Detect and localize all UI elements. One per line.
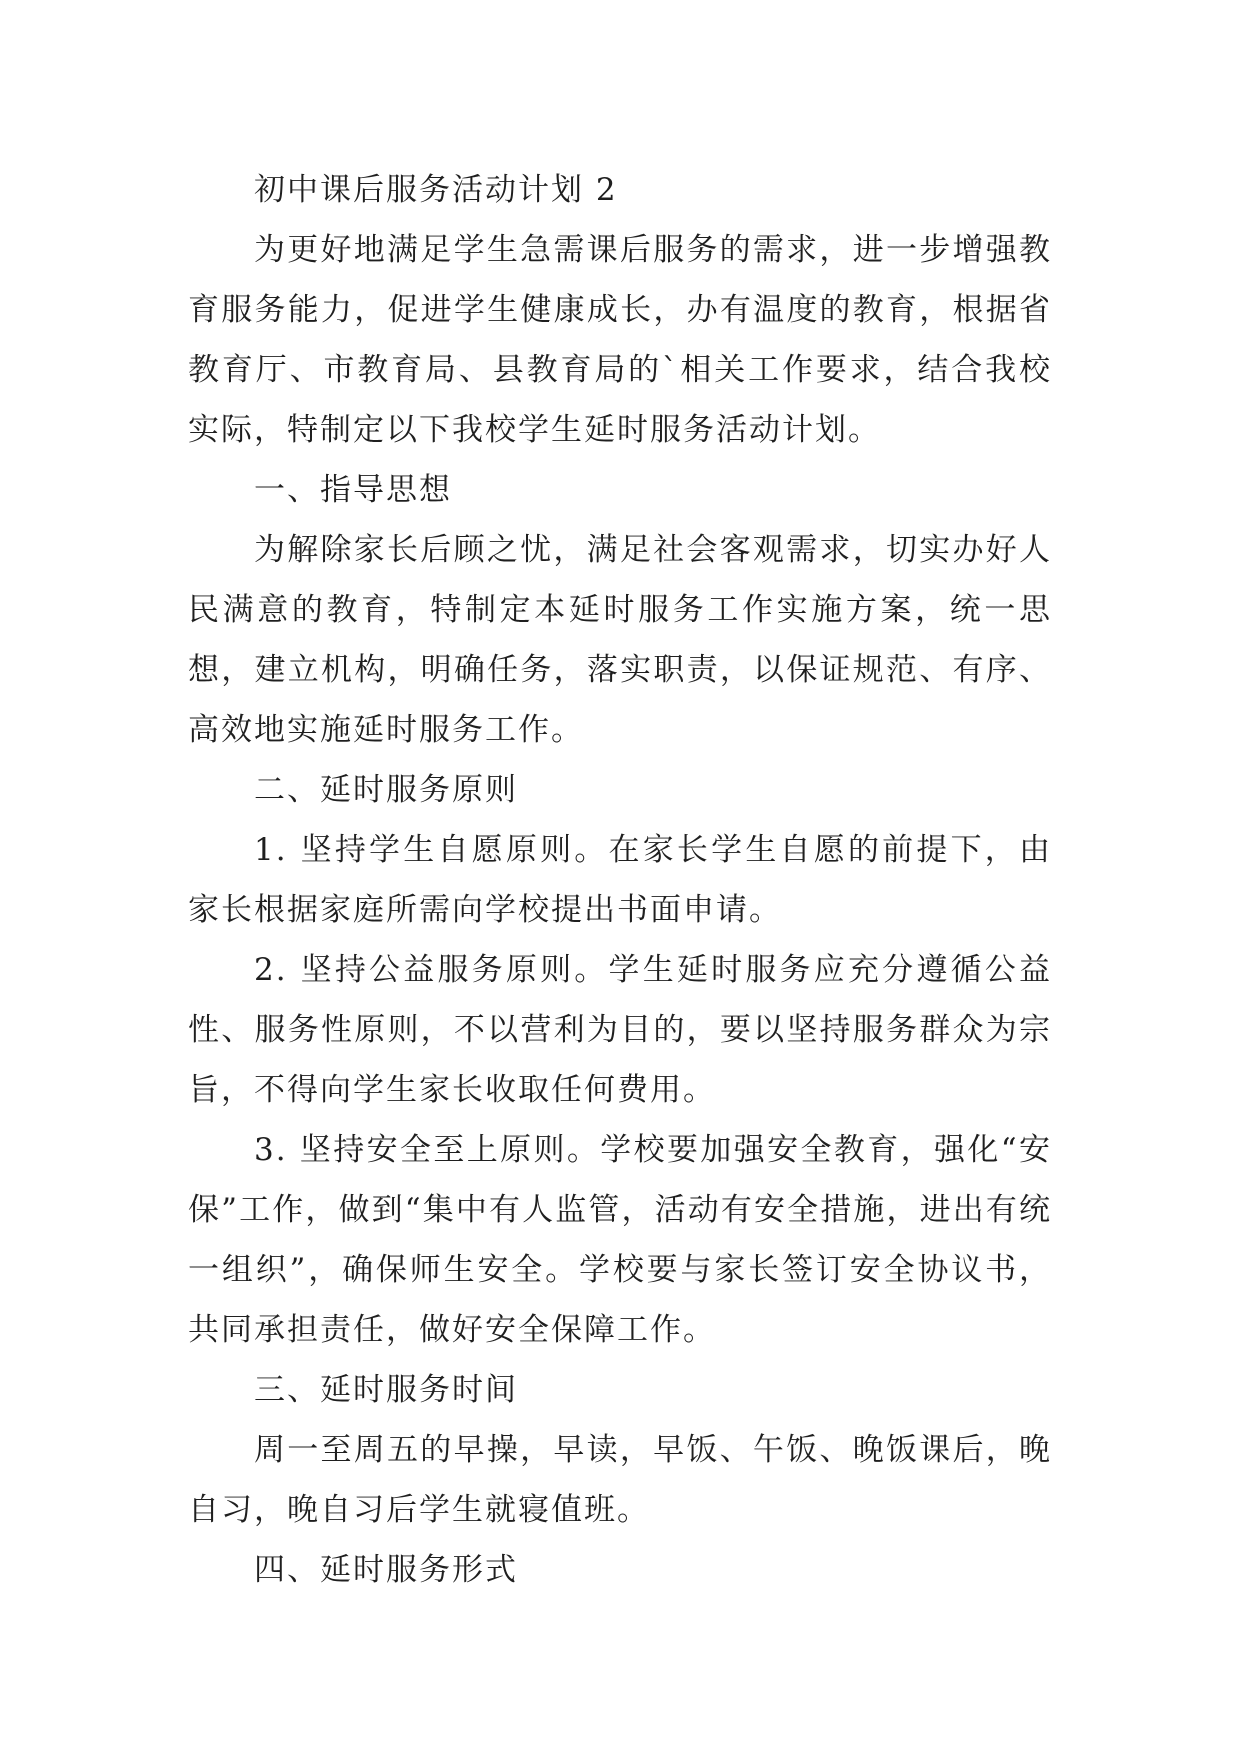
principle-3-paragraph: 3. 坚持安全至上原则。学校要加强安全教育，强化“安保”工作，做到“集中有人监管，活动有安全措施，进出有统一组织”，确保师生安全。学校要与家长签订安全协议书，共同承担责任，做好安全保障工作。: [188, 1132, 1052, 1348]
document-title: 初中课后服务活动计划 2: [254, 172, 618, 208]
section-heading-service-time: 三、延时服务时间: [254, 1372, 518, 1408]
principle-1-paragraph: 1. 坚持学生自愿原则。在家长学生自愿的前提下，由家长根据家庭所需向学校提出书面申请。: [188, 832, 1052, 928]
section-heading-principles: 二、延时服务原则: [254, 772, 518, 808]
document-page: [188, 160, 1052, 1600]
service-time-paragraph: 周一至周五的早操，早读，早饭、午饭、晚饭课后，晚自习，晚自习后学生就寝值班。: [188, 1432, 1052, 1528]
principle-2-paragraph: 2. 坚持公益服务原则。学生延时服务应充分遵循公益性、服务性原则，不以营利为目的，要以坚持服务群众为宗旨，不得向学生家长收取任何费用。: [188, 952, 1052, 1108]
section-heading-service-form: 四、延时服务形式: [254, 1552, 518, 1588]
intro-paragraph: 为更好地满足学生急需课后服务的需求，进一步增强教育服务能力，促进学生健康成长，办有温度的教育，根据省教育厅、市教育局、县教育局的`相关工作要求，结合我校实际，特制定以下我校学生延时服务活动计划。: [188, 232, 1052, 448]
guiding-thought-paragraph: 为解除家长后顾之忧，满足社会客观需求，切实办好人民满意的教育，特制定本延时服务工作实施方案，统一思想，建立机构，明确任务，落实职责，以保证规范、有序、高效地实施延时服务工作。: [188, 532, 1052, 748]
section-heading-guiding-thought: 一、指导思想: [254, 472, 452, 508]
